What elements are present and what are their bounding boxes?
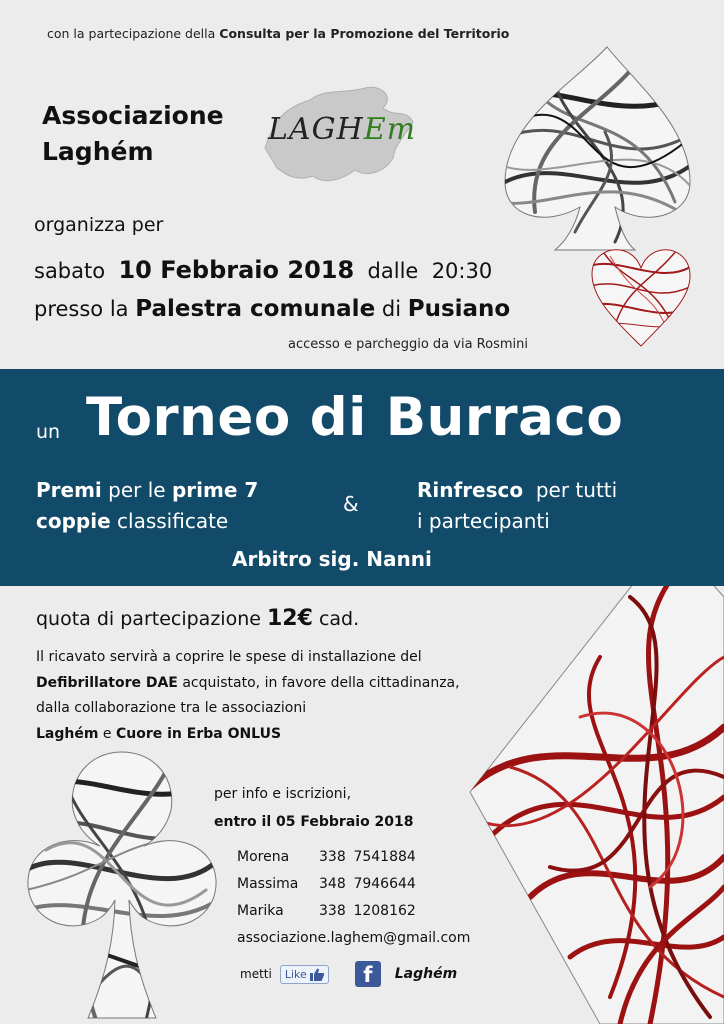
venue-name: Palestra comunale [135, 296, 376, 322]
purpose-t3: dalla collaborazione tra le associazioni [36, 700, 307, 716]
refresh-t2: i partecipanti [417, 509, 550, 533]
logo-text-part2: Em [363, 112, 417, 147]
contact-row [237, 898, 416, 925]
prizes-b2: prime 7 [171, 478, 259, 502]
refreshment-text [417, 475, 617, 537]
tournament-banner [0, 369, 724, 586]
venue-line [34, 296, 510, 322]
event-date: 10 Febbraio 2018 [118, 256, 355, 284]
venue-at: presso la [34, 297, 129, 321]
heart-drawing [590, 246, 692, 350]
prizes-b1: Premi [36, 478, 102, 502]
contact-prefix: 338 [319, 849, 346, 865]
event-from: dalle [367, 259, 419, 283]
refresh-t1: per tutti [535, 478, 618, 502]
banner-title: Torneo di Burraco [86, 387, 624, 448]
fee-amount: 12€ [266, 606, 313, 631]
purpose-t2: acquistato, in favore della cittadinanza, [182, 674, 460, 691]
purpose-b3: Cuore in Erba ONLUS [115, 725, 282, 742]
purpose-b2: Laghém [36, 725, 99, 742]
event-time: 20:30 [431, 259, 493, 283]
metti-label: metti [240, 967, 272, 981]
info-deadline: entro il 05 Febbraio 2018 [214, 814, 414, 830]
venue-of: di [381, 297, 402, 321]
contacts-list [237, 844, 416, 925]
contact-name: Massima [237, 876, 299, 892]
info-block [214, 780, 414, 836]
like-label: Like [284, 967, 307, 981]
date-line [34, 256, 492, 284]
partnership-prefix: con la partecipazione della [47, 26, 216, 41]
spade-drawing [495, 42, 695, 252]
organizes-line: organizza per [34, 214, 164, 236]
contact-row [237, 871, 416, 898]
club-drawing [26, 750, 218, 1020]
fee-label: quota di partecipazione [36, 608, 261, 630]
prizes-t2: classificate [117, 509, 229, 533]
association-line2: Laghém [42, 137, 154, 166]
contact-number: 7541884 [353, 849, 416, 865]
purpose-text [36, 645, 556, 747]
purpose-b1: Defibrillatore DAE [36, 674, 178, 691]
fee-unit: cad. [318, 608, 360, 630]
prizes-b3: coppie [36, 509, 111, 533]
partnership-note [47, 26, 509, 41]
partnership-org: Consulta per la Promozione del Territorio [219, 26, 510, 41]
association-line1: Associazione [42, 101, 224, 130]
contact-prefix: 348 [319, 876, 346, 892]
logo-wordmark [268, 112, 416, 147]
contact-number: 1208162 [353, 903, 416, 919]
association-name [42, 98, 224, 170]
event-day: sabato [34, 259, 106, 283]
contact-number: 7946644 [353, 876, 416, 892]
contact-row [237, 844, 416, 871]
facebook-page-name[interactable]: Laghém [394, 966, 458, 982]
purpose-t1: Il ricavato servirà a coprire le spese di installazione del [36, 649, 422, 665]
social-row [240, 960, 457, 988]
prizes-t1: per le [108, 478, 166, 502]
contact-name: Marika [237, 903, 284, 919]
prizes-text [36, 475, 258, 537]
fee-line [36, 606, 359, 631]
like-button[interactable] [280, 965, 329, 984]
contact-prefix: 338 [319, 903, 346, 919]
info-line1: per info e iscrizioni, [214, 786, 352, 802]
banner-un: un [36, 421, 61, 443]
contact-name: Morena [237, 849, 290, 865]
contact-email[interactable]: associazione.laghem@gmail.com [237, 930, 471, 946]
venue-town: Pusiano [407, 296, 511, 322]
refresh-b: Rinfresco [417, 478, 524, 502]
facebook-icon[interactable]: f [355, 961, 381, 987]
like-thumb-icon [310, 968, 324, 981]
access-note: accesso e parcheggio da via Rosmini [288, 337, 528, 352]
purpose-t4: e [102, 725, 112, 742]
logo-text-part1: LAGH [268, 112, 364, 147]
diamond-drawing [470, 537, 724, 1024]
referee-line: Arbitro sig. Nanni [232, 547, 432, 571]
banner-ampersand: & [343, 492, 359, 516]
